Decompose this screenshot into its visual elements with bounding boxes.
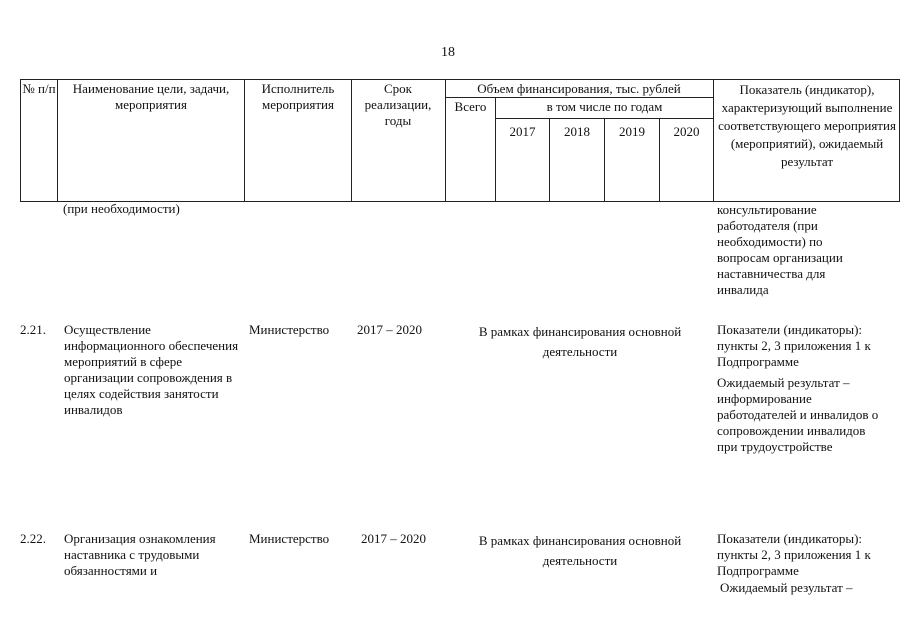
header-year-2017: 2017 xyxy=(509,124,536,139)
header-year-2018: 2018 xyxy=(564,124,590,139)
row-number: 2.22. xyxy=(20,531,46,546)
header-col-total: Всего xyxy=(454,99,487,114)
continuation-name-cell: (при необходимости) xyxy=(63,201,180,216)
row-funding: В рамках финансирования основной деятельности xyxy=(478,533,682,568)
row-name: Осуществление информационного обеспечения мероприятий в сфере организации сопровождения в целях содействия занятости инвалидов xyxy=(64,322,239,417)
header-col-by-years: в том числе по годам xyxy=(546,99,663,114)
row-result: Ожидаемый результат – xyxy=(720,580,853,595)
row-executor: Министерство xyxy=(249,531,330,546)
row-number: 2.21. xyxy=(20,322,46,337)
row-indicator: Показатели (индикаторы): пункты 2, 3 приложения 1 к Подпрограмме xyxy=(717,322,871,369)
header-year-2020: 2020 xyxy=(673,124,700,139)
header-col-funding: Объем финансирования, тыс. рублей xyxy=(477,81,681,96)
row-term: 2017 – 2020 xyxy=(357,322,422,337)
row-indicator: Показатели (индикаторы): пункты 2, 3 приложения 1 к Подпрограмме xyxy=(717,531,871,578)
header-col-indicator: Показатель (индикатор), характеризующий выполнение соответствующего мероприятия (мероприятий), ожидаемый результат xyxy=(718,82,896,169)
continuation-indicator-cell: консультирование работодателя (при необходимости) по вопросам организации наставничества для инвалида xyxy=(717,202,843,297)
header-col-number: № п/п xyxy=(22,81,56,96)
header-year-2019: 2019 xyxy=(619,124,645,139)
row-name: Организация ознакомления наставника с трудовыми обязанностями и xyxy=(64,531,216,578)
page-number: 18 xyxy=(441,45,455,60)
row-executor: Министерство xyxy=(249,322,330,337)
header-col-term: Срок реализации, годы xyxy=(364,81,432,128)
header-col-name: Наименование цели, задачи, мероприятия xyxy=(72,81,230,112)
row-result: Ожидаемый результат – информирование работодателей и инвалидов о сопровождении инвалидов при трудоустройстве xyxy=(717,375,879,454)
row-funding: В рамках финансирования основной деятельности xyxy=(478,324,682,359)
row-term: 2017 – 2020 xyxy=(361,531,426,546)
header-col-executor: Исполнитель мероприятия xyxy=(261,81,335,112)
